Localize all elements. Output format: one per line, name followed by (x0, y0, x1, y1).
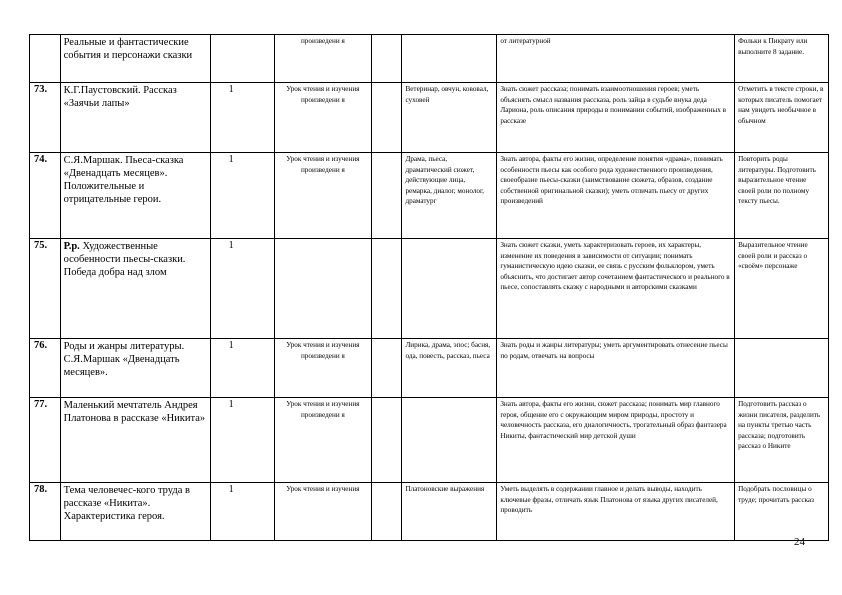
lesson-number (30, 35, 61, 83)
lesson-type: Урок чтения и изучения (274, 483, 371, 541)
lesson-type: Урок чтения и изучения произведени я (274, 339, 371, 398)
lesson-type: произведени я (274, 35, 371, 83)
lesson-topic-text: Художественные особенности пьесы-сказки. Победа добра над злом (63, 241, 186, 278)
table-row (30, 339, 829, 398)
lesson-topic: Роды и жанры литературы. С.Я.Маршак «Двенадцать месяцев». (60, 339, 210, 398)
lesson-terms (402, 239, 497, 339)
lesson-topic: Маленький мечтатель Андрея Платонова в рассказе «Никита» (60, 398, 210, 483)
empty-cell (371, 483, 402, 541)
lesson-homework (735, 339, 829, 398)
empty-cell (371, 239, 402, 339)
lesson-type: Урок чтения и изучения произведени я (274, 83, 371, 153)
lesson-hours (210, 35, 274, 83)
lesson-terms: Платоновские выражения (402, 483, 497, 541)
lesson-homework: Фольки к Пикрату или выполните 8 задание. (735, 35, 829, 83)
lesson-topic: Реальные и фантастические события и персонажи сказки (60, 35, 210, 83)
table-row (30, 398, 829, 483)
page-number: 24 (794, 536, 805, 548)
lesson-homework: Подготовить рассказ о жизни писателя, разделить на пункты третью часть рассказа; подготовить рассказ о Никите (735, 398, 829, 483)
lesson-terms: Ветеринар, овчун, кововал, суховей (402, 83, 497, 153)
lesson-number: 76. (30, 339, 61, 398)
empty-cell (371, 398, 402, 483)
lesson-requirements: Знать автора, факты его жизни, сюжет рассказа; понимать мир главного героя, общение его с окружающим миром природы, простоту и человечность рассказа, его диалогичность, трогательный образ фантазера Никиты, фантастический мир детской души (497, 398, 735, 483)
lesson-terms (402, 35, 497, 83)
empty-cell (371, 83, 402, 153)
lesson-number: 78. (30, 483, 61, 541)
lesson-number: 75. (30, 239, 61, 339)
lesson-topic: Тема человечес-кого труда в рассказе «Никита». Характеристика героя. (60, 483, 210, 541)
lesson-hours: 1 (210, 339, 274, 398)
lesson-requirements: Знать автора, факты его жизни, определение понятия «драма», понимать особенности пьесы как особого рода художественного произведения, своеобразие пьесы-сказки (заимствование сюжета, образов, создание собственной оригинальной сказки); уметь отличать пьесу от других произведений (497, 153, 735, 239)
empty-cell (371, 339, 402, 398)
lesson-hours: 1 (210, 483, 274, 541)
table-row (30, 153, 829, 239)
lesson-homework: Выразительное чтение своей роли и рассказ о «своём» персонаже (735, 239, 829, 339)
empty-cell (371, 153, 402, 239)
lesson-hours: 1 (210, 153, 274, 239)
lesson-requirements: Знать роды и жанры литературы; уметь аргументировать отнесение пьесы по родам, отвечать на вопросы (497, 339, 735, 398)
lesson-requirements: от литературной (497, 35, 735, 83)
lesson-type: Урок чтения и изучения произведени я (274, 398, 371, 483)
lesson-type (274, 239, 371, 339)
lesson-number: 77. (30, 398, 61, 483)
lesson-number: 74. (30, 153, 61, 239)
lesson-plan-table (29, 34, 829, 541)
lesson-homework: Отметить в тексте строки, в которых писатель помогает нам увидеть необычное в обычном (735, 83, 829, 153)
lesson-hours: 1 (210, 398, 274, 483)
lesson-topic: Р.р. Художественные особенности пьесы-сказки. Победа добра над злом (60, 239, 210, 339)
lesson-hours: 1 (210, 239, 274, 339)
lesson-terms: Драма, пьеса, драматический сюжет, действующие лица, ремарка, диалог, монолог, драматург (402, 153, 497, 239)
empty-cell (371, 35, 402, 83)
lesson-topic: С.Я.Маршак. Пьеса-сказка «Двенадцать месяцев». Положительные и отрицательные герои. (60, 153, 210, 239)
lesson-type: Урок чтения и изучения произведени я (274, 153, 371, 239)
table-row (30, 35, 829, 83)
lesson-homework: Подобрать пословицы о труде; прочитать рассказ (735, 483, 829, 541)
table-row (30, 83, 829, 153)
table-row (30, 239, 829, 339)
lesson-requirements: Знать сюжет сказки, уметь характеризовать героев, их характеры, изменение их поведения в зависимости от ситуации; понимать гуманистическую идею сказки, ее связь с русским фольклором, уметь объяснить, что достигает автор сочетанием фантастического и реального в пьесе, сопоставлять сказку с народными и авторскими сказками (497, 239, 735, 339)
table-row (30, 483, 829, 541)
lesson-terms: Лирика, драма, эпос; басня, ода, повесть, рассказ, пьеса (402, 339, 497, 398)
lesson-requirements: Знать сюжет рассказа; понимать взаимоотношения героев; уметь объяснять смысл названия рассказа, роль зайца в судьбе внука деда Ларионa, роль описания природы в понимании событий, изображенных в рассказе (497, 83, 735, 153)
lesson-homework: Повторить роды литературы. Подготовить выразительное чтение своей роли по полному тексту пьесы. (735, 153, 829, 239)
lesson-requirements: Уметь выделять в содержании главное и делать выводы, находить ключевые фразы, отличать язык Платонова от языка других писателей, проводить (497, 483, 735, 541)
lesson-terms (402, 398, 497, 483)
lesson-hours: 1 (210, 83, 274, 153)
lesson-number: 73. (30, 83, 61, 153)
lesson-topic: К.Г.Паустовский. Рассказ «Заячьи лапы» (60, 83, 210, 153)
